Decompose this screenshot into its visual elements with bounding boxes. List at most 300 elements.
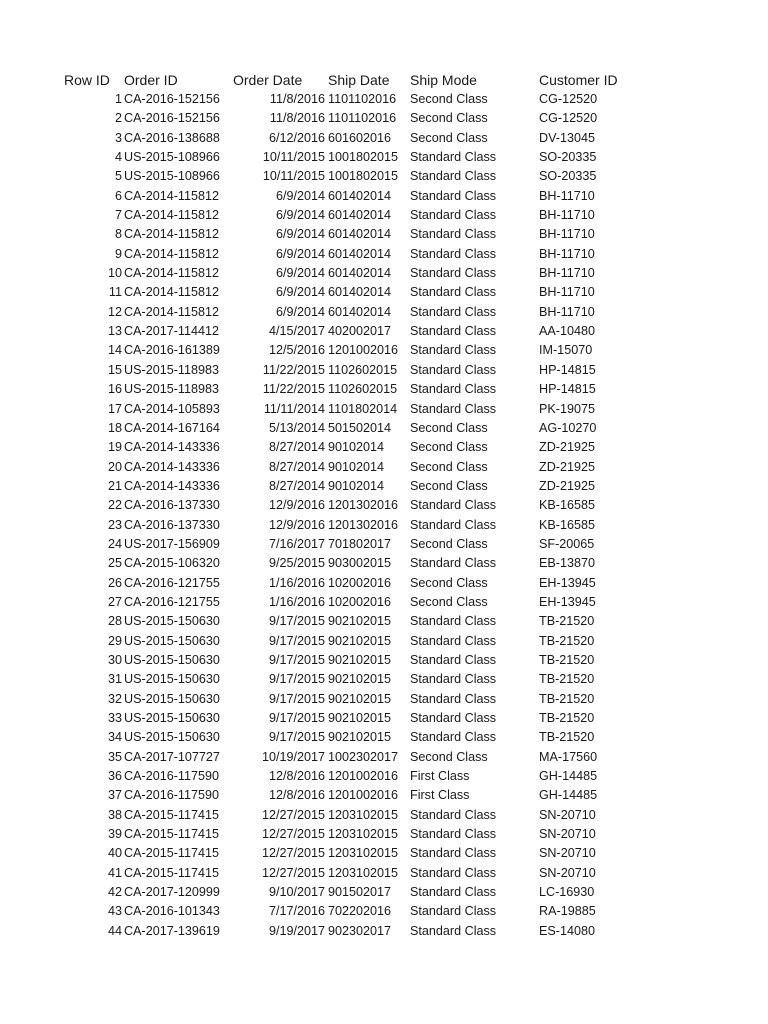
cell-customer-id[interactable]: KB-16585 — [539, 517, 596, 532]
cell-ship-mode[interactable]: Standard Class — [410, 691, 497, 706]
cell-ship-date[interactable]: 702202016 — [328, 904, 392, 919]
cell-order-id[interactable]: CA-2014-115812 — [124, 208, 219, 223]
cell-ship-mode[interactable]: Standard Class — [410, 711, 497, 725]
cell-order-date[interactable]: 9/10/2017 — [268, 885, 325, 900]
cell-order-date[interactable]: 9/17/2015 — [268, 652, 325, 667]
cell-row-id[interactable]: 29 — [107, 633, 122, 648]
cell-ship-mode[interactable]: Standard Class — [410, 304, 497, 319]
cell-order-id[interactable]: US-2015-118983 — [124, 382, 219, 397]
cell-row-id[interactable]: 36 — [107, 769, 122, 784]
cell-ship-date[interactable]: 601402014 — [328, 285, 392, 300]
cell-ship-mode[interactable]: Standard Class — [410, 188, 497, 203]
cell-order-id[interactable]: CA-2016-101343 — [124, 904, 220, 919]
cell-ship-mode[interactable]: Standard Class — [410, 865, 497, 880]
table-row — [0, 341, 768, 360]
cell-order-id[interactable]: CA-2015-117415 — [124, 807, 219, 822]
cell-ship-mode[interactable]: Standard Class — [410, 246, 497, 261]
cell-order-date[interactable]: 9/17/2015 — [268, 672, 325, 687]
cell-ship-date[interactable]: 1102602015 — [328, 362, 398, 377]
table-row — [0, 400, 768, 419]
cell-ship-mode[interactable]: Standard Class — [410, 324, 497, 339]
header-row-id[interactable]: Row ID — [64, 72, 110, 88]
table-row — [0, 864, 768, 883]
cell-ship-mode[interactable]: Standard Class — [410, 169, 497, 184]
cell-ship-date[interactable]: 102002016 — [328, 575, 392, 590]
cell-ship-date[interactable]: 601402014 — [328, 304, 392, 319]
cell-order-date[interactable]: 11/22/2015 — [262, 362, 325, 377]
cell-row-id[interactable]: 15 — [107, 362, 122, 377]
cell-customer-id[interactable]: SN-20710 — [539, 846, 596, 861]
cell-customer-id[interactable]: BH-11710 — [539, 227, 595, 242]
cell-order-id[interactable]: US-2015-150630 — [124, 652, 220, 667]
cell-order-id[interactable]: US-2015-150630 — [124, 711, 220, 725]
cell-ship-date[interactable]: 501502014 — [328, 420, 392, 435]
cell-ship-mode[interactable]: Standard Class — [410, 885, 497, 900]
cell-customer-id[interactable]: ZD-21925 — [539, 478, 596, 493]
cell-customer-id[interactable]: RA-19885 — [539, 904, 596, 919]
cell-customer-id[interactable]: KB-16585 — [539, 498, 596, 513]
cell-ship-mode[interactable]: Second Class — [410, 440, 488, 455]
cell-ship-mode[interactable]: Standard Class — [410, 672, 497, 687]
cell-order-id[interactable]: US-2015-118983 — [124, 362, 219, 377]
header-row — [0, 70, 768, 90]
table-row — [0, 129, 768, 148]
cell-order-date[interactable]: 5/13/2014 — [268, 420, 325, 435]
table-row — [0, 438, 768, 457]
cell-order-id[interactable]: CA-2014-143336 — [124, 478, 220, 493]
cell-customer-id[interactable]: BH-11710 — [539, 304, 595, 319]
cell-row-id[interactable]: 21 — [107, 478, 122, 493]
cell-ship-mode[interactable]: Standard Class — [410, 362, 497, 377]
cell-customer-id[interactable]: SN-20710 — [539, 865, 596, 880]
cell-row-id[interactable]: 10 — [107, 266, 122, 281]
cell-row-id[interactable]: 42 — [107, 885, 122, 900]
cell-order-id[interactable]: CA-2016-161389 — [124, 343, 220, 358]
cell-row-id[interactable]: 32 — [107, 691, 122, 706]
header-order-id[interactable]: Order ID — [124, 72, 178, 88]
cell-ship-date[interactable]: 601602016 — [328, 130, 392, 145]
cell-ship-date[interactable]: 1201002016 — [328, 769, 399, 784]
cell-ship-date[interactable]: 601402014 — [328, 266, 392, 281]
cell-ship-mode[interactable]: Standard Class — [410, 807, 497, 822]
cell-order-id[interactable]: CA-2015-117415 — [124, 865, 219, 880]
table-row — [0, 632, 768, 651]
cell-order-id[interactable]: CA-2016-152156 — [124, 92, 220, 106]
cell-ship-mode[interactable]: Standard Class — [410, 652, 497, 667]
table-row — [0, 670, 768, 689]
cell-order-id[interactable]: US-2015-150630 — [124, 730, 220, 745]
header-ship-date[interactable]: Ship Date — [328, 72, 390, 88]
cell-order-id[interactable]: CA-2017-114412 — [124, 324, 219, 339]
table-row — [0, 535, 768, 554]
cell-row-id[interactable]: 22 — [107, 498, 122, 513]
cell-row-id[interactable]: 24 — [107, 536, 122, 551]
cell-ship-date[interactable]: 90102014 — [328, 459, 385, 474]
cell-order-id[interactable]: US-2015-150630 — [124, 691, 220, 706]
cell-ship-date[interactable]: 1101802014 — [328, 401, 398, 416]
cell-order-id[interactable]: CA-2014-115812 — [124, 227, 219, 242]
cell-order-id[interactable]: CA-2014-115812 — [124, 246, 219, 261]
cell-ship-date[interactable]: 1203102015 — [328, 807, 399, 822]
cell-ship-date[interactable]: 902102015 — [328, 730, 392, 745]
cell-order-date[interactable]: 12/27/2015 — [261, 865, 325, 880]
cell-ship-mode[interactable]: First Class — [410, 788, 470, 803]
cell-row-id[interactable]: 14 — [107, 343, 122, 358]
table-row — [0, 922, 768, 941]
table-row — [0, 748, 768, 767]
cell-customer-id[interactable]: PK-19075 — [539, 401, 596, 416]
cell-order-date[interactable]: 12/9/2016 — [268, 517, 325, 532]
cell-customer-id[interactable]: SF-20065 — [539, 536, 595, 551]
cell-row-id[interactable]: 13 — [107, 324, 122, 339]
cell-order-id[interactable]: US-2015-108966 — [124, 169, 220, 184]
cell-order-date[interactable]: 10/19/2017 — [261, 749, 325, 764]
cell-customer-id[interactable]: BH-11710 — [539, 188, 595, 203]
cell-customer-id[interactable]: BH-11710 — [539, 285, 595, 300]
table-row — [0, 883, 768, 902]
cell-order-id[interactable]: CA-2016-121755 — [124, 575, 220, 590]
cell-order-date[interactable]: 6/9/2014 — [275, 285, 325, 300]
cell-customer-id[interactable]: CG-12520 — [539, 92, 598, 106]
cell-row-id[interactable]: 25 — [107, 556, 122, 571]
cell-row-id[interactable]: 23 — [107, 517, 122, 532]
cell-customer-id[interactable]: TB-21520 — [539, 691, 595, 706]
cell-customer-id[interactable]: TB-21520 — [539, 652, 595, 667]
cell-order-date[interactable]: 10/11/2015 — [262, 150, 325, 165]
cell-row-id[interactable]: 40 — [107, 846, 122, 861]
cell-order-id[interactable]: US-2015-150630 — [124, 633, 220, 648]
cell-row-id[interactable]: 37 — [107, 788, 122, 803]
table-row — [0, 690, 768, 709]
cell-customer-id[interactable]: TB-21520 — [539, 633, 595, 648]
cell-customer-id[interactable]: ZD-21925 — [539, 459, 596, 474]
cell-ship-mode[interactable]: Second Class — [410, 130, 488, 145]
cell-customer-id[interactable]: GH-14485 — [539, 769, 598, 784]
table-row — [0, 148, 768, 167]
cell-row-id[interactable]: 5 — [114, 169, 122, 184]
table-row — [0, 496, 768, 515]
cell-order-id[interactable]: CA-2015-117415 — [124, 846, 219, 861]
cell-ship-mode[interactable]: Second Class — [410, 594, 488, 609]
cell-customer-id[interactable]: SN-20710 — [539, 807, 596, 822]
table-row — [0, 322, 768, 341]
cell-ship-mode[interactable]: Standard Class — [410, 401, 497, 416]
cell-order-id[interactable]: CA-2014-115812 — [124, 304, 219, 319]
cell-ship-date[interactable]: 601402014 — [328, 227, 392, 242]
cell-customer-id[interactable]: ES-14080 — [539, 923, 596, 938]
cell-customer-id[interactable]: AA-10480 — [539, 324, 596, 339]
cell-order-date[interactable]: 11/22/2015 — [262, 382, 325, 397]
cell-order-id[interactable]: CA-2016-137330 — [124, 517, 220, 532]
cell-row-id[interactable]: 44 — [107, 923, 122, 938]
cell-row-id[interactable]: 11 — [108, 285, 122, 300]
cell-customer-id[interactable]: SN-20710 — [539, 827, 596, 842]
cell-customer-id[interactable]: TB-21520 — [539, 614, 595, 629]
cell-row-id[interactable]: 31 — [107, 672, 122, 687]
cell-ship-date[interactable]: 1002302017 — [328, 749, 399, 764]
cell-customer-id[interactable]: BH-11710 — [539, 266, 595, 281]
cell-ship-date[interactable]: 902102015 — [328, 711, 392, 725]
cell-order-date[interactable]: 6/9/2014 — [275, 304, 325, 319]
cell-order-id[interactable]: US-2017-156909 — [124, 536, 220, 551]
cell-order-date[interactable]: 9/17/2015 — [268, 614, 325, 629]
cell-ship-mode[interactable]: Second Class — [410, 536, 488, 551]
cell-order-id[interactable]: US-2015-150630 — [124, 672, 220, 687]
table-row — [0, 477, 768, 496]
cell-order-id[interactable]: US-2015-108966 — [124, 150, 220, 165]
cell-order-date[interactable]: 6/9/2014 — [275, 266, 325, 281]
cell-ship-date[interactable]: 902302017 — [328, 923, 392, 938]
cell-order-id[interactable]: CA-2016-137330 — [124, 498, 220, 513]
cell-customer-id[interactable]: LC-16930 — [539, 885, 595, 900]
table-row — [0, 245, 768, 264]
cell-row-id[interactable]: 8 — [114, 227, 122, 242]
cell-order-date[interactable]: 1/16/2016 — [268, 594, 325, 609]
cell-row-id[interactable]: 34 — [107, 730, 122, 745]
cell-ship-date[interactable]: 601402014 — [328, 188, 392, 203]
table-row — [0, 206, 768, 225]
cell-ship-date[interactable]: 1101102016 — [328, 92, 397, 106]
cell-order-date[interactable]: 9/19/2017 — [268, 923, 325, 938]
cell-row-id[interactable]: 2 — [114, 111, 122, 126]
table-row — [0, 612, 768, 631]
cell-ship-mode[interactable]: Second Class — [410, 575, 488, 590]
cell-row-id[interactable]: 6 — [114, 188, 122, 203]
cell-order-id[interactable]: US-2015-150630 — [124, 614, 220, 629]
cell-order-date[interactable]: 12/5/2016 — [268, 343, 325, 358]
cell-customer-id[interactable]: MA-17560 — [539, 749, 598, 764]
cell-ship-mode[interactable]: Standard Class — [410, 498, 497, 513]
cell-order-date[interactable]: 7/17/2016 — [268, 904, 325, 919]
cell-ship-mode[interactable]: Standard Class — [410, 150, 497, 165]
cell-ship-date[interactable]: 1203102015 — [328, 846, 399, 861]
cell-customer-id[interactable]: TB-21520 — [539, 672, 595, 687]
cell-row-id[interactable]: 41 — [107, 865, 122, 880]
cell-customer-id[interactable]: SO-20335 — [539, 150, 597, 165]
cell-order-id[interactable]: CA-2014-115812 — [124, 285, 219, 300]
cell-row-id[interactable]: 16 — [107, 382, 122, 397]
cell-ship-date[interactable]: 1203102015 — [328, 827, 399, 842]
cell-customer-id[interactable]: BH-11710 — [539, 246, 595, 261]
cell-ship-mode[interactable]: Standard Class — [410, 827, 497, 842]
header-ship-mode[interactable]: Ship Mode — [410, 72, 477, 88]
cell-ship-date[interactable]: 901502017 — [328, 885, 392, 900]
cell-ship-mode[interactable]: Second Class — [410, 749, 488, 764]
cell-ship-date[interactable]: 1001802015 — [328, 150, 399, 165]
cell-ship-date[interactable]: 902102015 — [328, 614, 392, 629]
cell-row-id[interactable]: 7 — [114, 208, 122, 223]
cell-ship-date[interactable]: 1201302016 — [328, 517, 399, 532]
cell-ship-date[interactable]: 1203102015 — [328, 865, 399, 880]
cell-ship-date[interactable]: 90102014 — [328, 440, 385, 455]
table-row — [0, 806, 768, 825]
cell-order-id[interactable]: CA-2014-143336 — [124, 440, 220, 455]
cell-order-date[interactable]: 12/27/2015 — [261, 827, 325, 842]
cell-order-date[interactable]: 9/17/2015 — [268, 711, 325, 725]
cell-ship-mode[interactable]: Standard Class — [410, 730, 497, 745]
cell-order-id[interactable]: CA-2016-121755 — [124, 594, 220, 609]
cell-ship-mode[interactable]: Standard Class — [410, 208, 497, 223]
cell-row-id[interactable]: 30 — [107, 652, 122, 667]
cell-row-id[interactable]: 3 — [114, 130, 122, 145]
cell-order-date[interactable]: 9/17/2015 — [268, 691, 325, 706]
cell-order-id[interactable]: CA-2016-152156 — [124, 111, 220, 126]
cell-customer-id[interactable]: ZD-21925 — [539, 440, 596, 455]
cell-ship-mode[interactable]: Second Class — [410, 111, 488, 126]
cell-ship-mode[interactable]: Standard Class — [410, 556, 497, 571]
cell-order-date[interactable]: 12/27/2015 — [261, 846, 325, 861]
cell-order-date[interactable]: 6/12/2016 — [268, 130, 325, 145]
table-row — [0, 225, 768, 244]
cell-ship-date[interactable]: 902102015 — [328, 672, 392, 687]
cell-order-date[interactable]: 12/8/2016 — [268, 769, 325, 784]
cell-order-date[interactable]: 9/17/2015 — [268, 633, 325, 648]
cell-row-id[interactable]: 38 — [107, 807, 122, 822]
cell-order-id[interactable]: CA-2017-107727 — [124, 749, 220, 764]
cell-customer-id[interactable]: IM-15070 — [539, 343, 593, 358]
cell-order-id[interactable]: CA-2017-139619 — [124, 923, 220, 938]
cell-ship-mode[interactable]: Second Class — [410, 459, 488, 474]
cell-order-id[interactable]: CA-2015-117415 — [124, 827, 219, 842]
cell-ship-mode[interactable]: Second Class — [410, 420, 488, 435]
cell-ship-date[interactable]: 1201302016 — [328, 498, 399, 513]
cell-order-date[interactable]: 6/9/2014 — [275, 188, 325, 203]
cell-ship-date[interactable]: 601402014 — [328, 208, 392, 223]
cell-ship-date[interactable]: 402002017 — [328, 324, 392, 339]
cell-order-id[interactable]: CA-2016-117590 — [124, 788, 219, 803]
cell-ship-date[interactable]: 902102015 — [328, 652, 392, 667]
cell-order-date[interactable]: 6/9/2014 — [275, 246, 325, 261]
cell-customer-id[interactable]: TB-21520 — [539, 711, 595, 725]
cell-order-date[interactable]: 12/27/2015 — [261, 807, 325, 822]
cell-ship-date[interactable]: 90102014 — [328, 478, 385, 493]
cell-row-id[interactable]: 35 — [107, 749, 122, 764]
table-row — [0, 767, 768, 786]
table-row — [0, 458, 768, 477]
cell-customer-id[interactable]: EH-13945 — [539, 594, 596, 609]
cell-ship-date[interactable]: 1001802015 — [328, 169, 399, 184]
cell-customer-id[interactable]: EH-13945 — [539, 575, 596, 590]
cell-ship-mode[interactable]: Standard Class — [410, 846, 497, 861]
cell-ship-date[interactable]: 902102015 — [328, 691, 392, 706]
cell-customer-id[interactable]: DV-13045 — [539, 130, 596, 145]
cell-customer-id[interactable]: AG-10270 — [539, 420, 597, 435]
cell-ship-date[interactable]: 102002016 — [328, 594, 392, 609]
cell-order-date[interactable]: 12/9/2016 — [268, 498, 325, 513]
cell-customer-id[interactable]: TB-21520 — [539, 730, 595, 745]
cell-order-id[interactable]: CA-2014-167164 — [124, 420, 220, 435]
cell-customer-id[interactable]: HP-14815 — [539, 362, 596, 377]
cell-order-id[interactable]: CA-2014-115812 — [124, 266, 219, 281]
cell-order-id[interactable]: CA-2014-115812 — [124, 188, 219, 203]
cell-row-id[interactable]: 12 — [107, 304, 122, 319]
cell-order-id[interactable]: CA-2016-138688 — [124, 130, 220, 145]
cell-row-id[interactable]: 17 — [107, 401, 122, 416]
cell-order-date[interactable]: 1/16/2016 — [268, 575, 325, 590]
cell-customer-id[interactable]: SO-20335 — [539, 169, 597, 184]
cell-order-date[interactable]: 7/16/2017 — [268, 536, 325, 551]
table-row — [0, 380, 768, 399]
cell-order-id[interactable]: CA-2014-105893 — [124, 401, 220, 416]
cell-order-date[interactable]: 8/27/2014 — [268, 459, 325, 474]
cell-ship-date[interactable]: 1201002016 — [328, 788, 399, 803]
cell-ship-mode[interactable]: Standard Class — [410, 517, 497, 532]
cell-ship-date[interactable]: 601402014 — [328, 246, 392, 261]
cell-order-date[interactable]: 10/11/2015 — [262, 169, 325, 184]
table-row — [0, 303, 768, 322]
cell-ship-date[interactable]: 903002015 — [328, 556, 392, 571]
cell-order-date[interactable]: 9/25/2015 — [268, 556, 325, 571]
cell-customer-id[interactable]: CG-12520 — [539, 111, 598, 126]
cell-customer-id[interactable]: EB-13870 — [539, 556, 596, 571]
cell-row-id[interactable]: 4 — [114, 150, 122, 165]
table-row — [0, 187, 768, 206]
cell-ship-mode[interactable]: Standard Class — [410, 614, 497, 629]
cell-order-id[interactable]: CA-2017-120999 — [124, 885, 220, 900]
cell-order-date[interactable]: 9/17/2015 — [268, 730, 325, 745]
cell-row-id[interactable]: 20 — [107, 459, 122, 474]
cell-order-date[interactable]: 4/15/2017 — [268, 324, 325, 339]
cell-ship-mode[interactable]: Standard Class — [410, 266, 497, 281]
cell-row-id[interactable]: 9 — [114, 246, 122, 261]
cell-order-id[interactable]: CA-2015-106320 — [124, 556, 220, 571]
cell-order-date[interactable]: 6/9/2014 — [275, 227, 325, 242]
cell-ship-mode[interactable]: Standard Class — [410, 227, 497, 242]
cell-ship-mode[interactable]: Standard Class — [410, 343, 497, 358]
cell-row-id[interactable]: 26 — [107, 575, 122, 590]
table-row — [0, 264, 768, 283]
cell-ship-date[interactable]: 1201002016 — [328, 343, 399, 358]
cell-order-date[interactable]: 8/27/2014 — [268, 478, 325, 493]
cell-row-id[interactable]: 1 — [114, 92, 122, 106]
cell-ship-mode[interactable]: Standard Class — [410, 904, 497, 919]
cell-order-date[interactable]: 11/8/2016 — [269, 111, 325, 126]
cell-ship-date[interactable]: 1101102016 — [328, 111, 397, 126]
cell-customer-id[interactable]: HP-14815 — [539, 382, 596, 397]
cell-ship-mode[interactable]: Standard Class — [410, 923, 497, 938]
cell-row-id[interactable]: 39 — [107, 827, 122, 842]
cell-order-date[interactable]: 11/8/2016 — [269, 92, 325, 106]
table-row — [0, 283, 768, 302]
cell-row-id[interactable]: 33 — [107, 711, 122, 725]
cell-customer-id[interactable]: BH-11710 — [539, 208, 595, 223]
cell-ship-date[interactable]: 1102602015 — [328, 382, 398, 397]
cell-row-id[interactable]: 43 — [107, 904, 122, 919]
cell-row-id[interactable]: 18 — [107, 420, 122, 435]
cell-row-id[interactable]: 27 — [107, 594, 122, 609]
cell-ship-mode[interactable]: Second Class — [410, 92, 488, 106]
cell-row-id[interactable]: 28 — [107, 614, 122, 629]
cell-ship-date[interactable]: 701802017 — [328, 536, 392, 551]
cell-ship-mode[interactable]: Standard Class — [410, 285, 497, 300]
cell-ship-date[interactable]: 902102015 — [328, 633, 392, 648]
cell-order-id[interactable]: CA-2016-117590 — [124, 769, 219, 784]
header-order-date[interactable]: Order Date — [233, 72, 303, 88]
cell-row-id[interactable]: 19 — [107, 440, 122, 455]
cell-order-date[interactable]: 6/9/2014 — [275, 208, 325, 223]
cell-ship-mode[interactable]: First Class — [410, 769, 470, 784]
cell-ship-mode[interactable]: Standard Class — [410, 633, 497, 648]
cell-customer-id[interactable]: GH-14485 — [539, 788, 598, 803]
header-customer-id[interactable]: Customer ID — [539, 72, 618, 88]
cell-order-date[interactable]: 12/8/2016 — [268, 788, 325, 803]
cell-ship-mode[interactable]: Second Class — [410, 478, 488, 493]
cell-order-date[interactable]: 11/11/2014 — [263, 401, 325, 416]
cell-ship-mode[interactable]: Standard Class — [410, 382, 497, 397]
cell-order-date[interactable]: 8/27/2014 — [268, 440, 325, 455]
cell-order-id[interactable]: CA-2014-143336 — [124, 459, 220, 474]
table-row — [0, 167, 768, 186]
